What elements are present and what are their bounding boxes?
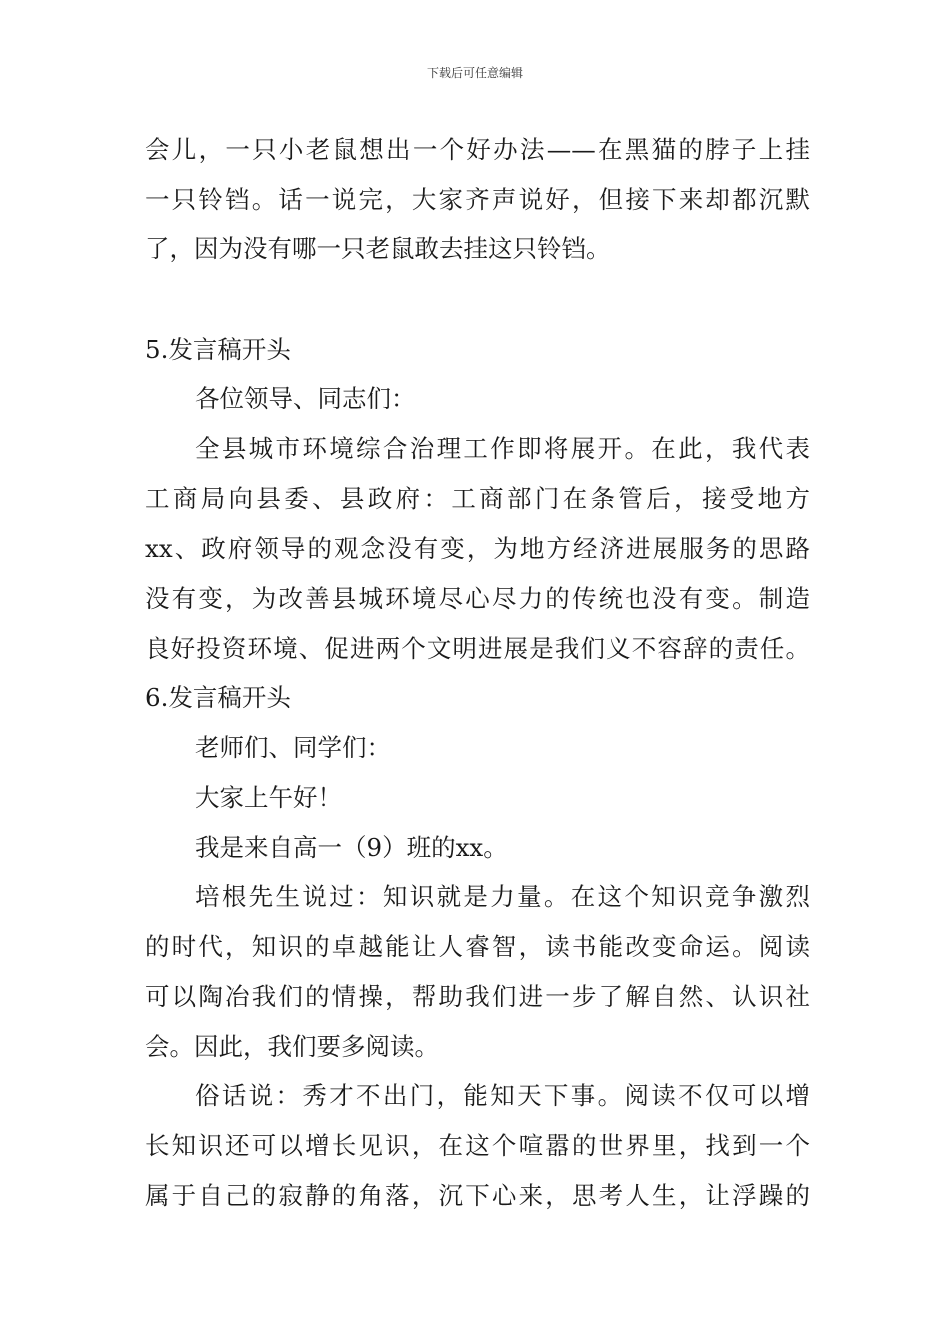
section-heading: 5.发言稿开头 (145, 335, 291, 364)
paragraph-line: 了，因为没有哪一只老鼠敢去挂这只铃铛。 (145, 234, 611, 263)
paragraph-line: 俗话说：秀才不出门，能知天下事。阅读不仅可以增 (195, 1081, 810, 1110)
greeting: 大家上午好！ (195, 783, 342, 812)
self-introduction: 我是来自高一（9）班的xx。 (195, 833, 508, 862)
paragraph-line: xx、政府领导的观念没有变，为地方经济进展服务的思路 (145, 534, 810, 563)
paragraph-line: 长知识还可以增长见识，在这个喧嚣的世界里，找到一个 (145, 1131, 810, 1160)
salutation: 各位领导、同志们： (195, 384, 416, 413)
paragraph-line: 培根先生说过：知识就是力量。在这个知识竞争激烈 (195, 882, 810, 911)
paragraph-line: 良好投资环境、促进两个文明进展是我们义不容辞的责任。 (145, 634, 810, 663)
paragraph-line: 工商局向县委、县政府：工商部门在条管后，接受地方 (145, 484, 810, 513)
paragraph-line: 全县城市环境综合治理工作即将展开。在此，我代表 (195, 434, 810, 463)
paragraph-line: 的时代，知识的卓越能让人睿智，读书能改变命运。阅读 (145, 932, 810, 961)
paragraph-line: 可以陶冶我们的情操，帮助我们进一步了解自然、认识社 (145, 982, 810, 1011)
paragraph-line: 没有变，为改善县城环境尽心尽力的传统也没有变。制造 (145, 584, 810, 613)
paragraph-line: 一只铃铛。话一说完，大家齐声说好，但接下来却都沉默 (145, 185, 810, 214)
section-heading: 6.发言稿开头 (145, 683, 291, 712)
paragraph-line: 会。因此，我们要多阅读。 (145, 1032, 439, 1061)
page-header: 下载后可任意编辑 (426, 66, 523, 80)
paragraph-line: 属于自己的寂静的角落，沉下心来，思考人生，让浮躁的 (145, 1181, 810, 1210)
paragraph-line: 会儿，一只小老鼠想出一个好办法——在黑猫的脖子上挂 (145, 135, 810, 164)
salutation: 老师们、同学们： (195, 733, 391, 762)
